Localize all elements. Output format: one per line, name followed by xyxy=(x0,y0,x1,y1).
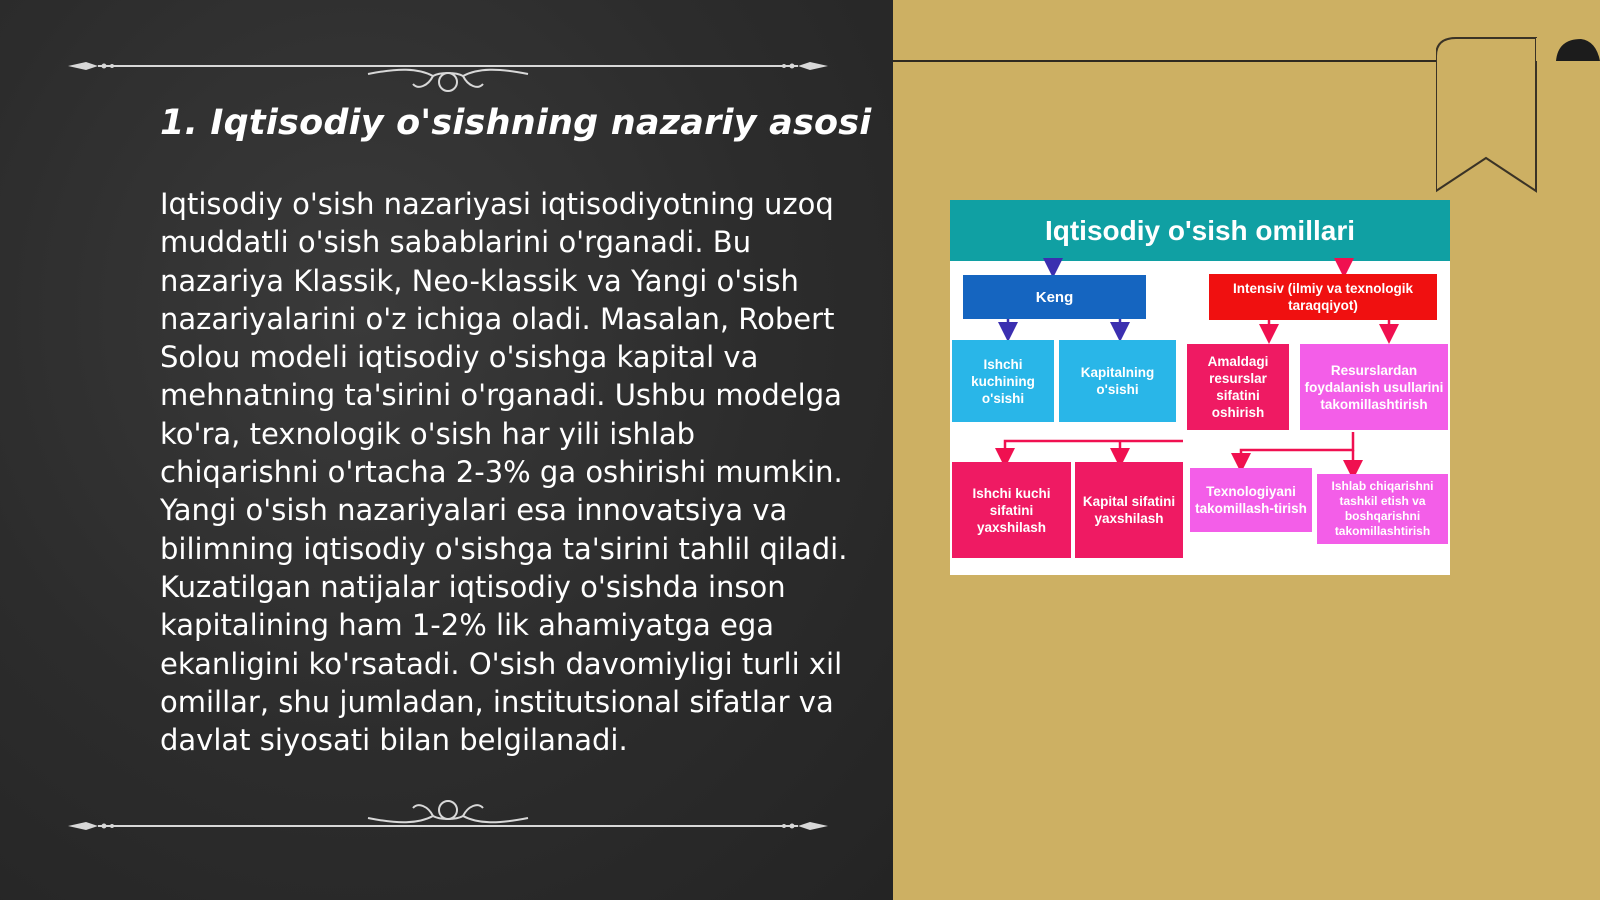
growth-factors-diagram xyxy=(950,200,1450,575)
box-ishchi-kuchining-osishi: Ishchi kuchining o'sishi xyxy=(952,340,1054,422)
box-ishlab-chiqarishni: Ishlab chiqarishni tashkil etish va boshqarishni takomillashtirish xyxy=(1317,474,1448,544)
box-intensiv: Intensiv (ilmiy va texnologik taraqqiyot) xyxy=(1209,274,1437,320)
slide-body-text: Iqtisodiy o'sish nazariyasi iqtisodiyotning uzoq muddatli o'sish sabablarini o'rganadi. Bu nazariya Klassik, Neo-klassik va Yangi o'sish nazariyalarini o'z ichiga oladi. Masalan, Robert Solou modeli iqtisodiy o'sishga kapital va mehnatning ta'sirini o'rganadi. Ushbu modelga ko'ra, texnologik o'sish har yili ishlab chiqarishni o'rtacha 2-3% ga oshirishi mumkin. Yangi o'sish nazariyalari esa innovatsiya va bilimning iqtisodiy o'sishga ta'sirini tahlil qiladi. Kuzatilgan natijalar iqtisodiy o'sishda inson kapitalining ham 1-2% lik ahamiyatga ega ekanligini ko'rsatadi. O'sish davomiyligi turli xil omillar, shu jumladan, institutsional sifatlar va davlat siyosati bilan belgilanadi. xyxy=(160,187,848,758)
box-texnologiyani: Texnologiyani takomillash-tirish xyxy=(1190,468,1312,532)
top-ornament xyxy=(68,42,828,92)
box-amaldagi-resurslar: Amaldagi resurslar sifatini oshirish xyxy=(1187,344,1289,430)
bookmark-ribbon-icon xyxy=(1436,36,1600,201)
box-resurslardan-foydalanish: Resurslardan foydalanish usullarini takomillashtirish xyxy=(1300,344,1448,430)
diagram-title: Iqtisodiy o'sish omillari xyxy=(1044,215,1356,246)
box-keng: Keng xyxy=(963,275,1146,319)
top-divider-line xyxy=(893,60,1438,62)
box-ishchi-kuchi-sifatini: Ishchi kuchi sifatini yaxshilash xyxy=(952,462,1071,558)
bottom-ornament xyxy=(68,800,828,850)
box-kapitalning-osishi: Kapitalning o'sishi xyxy=(1059,340,1176,422)
slide-title: 1. Iqtisodiy o'sishning nazariy asosi xyxy=(160,103,872,143)
box-kapital-sifatini: Kapital sifatini yaxshilash xyxy=(1075,462,1183,558)
